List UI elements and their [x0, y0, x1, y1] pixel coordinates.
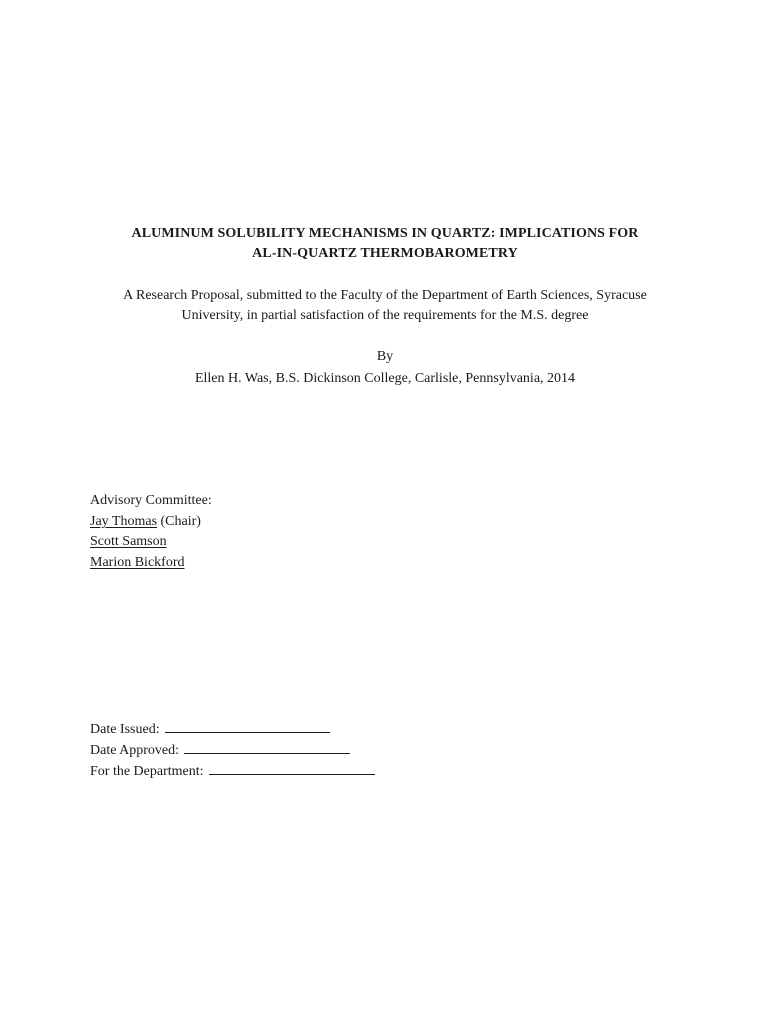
committee-member — [90, 534, 167, 550]
author-line: Ellen H. Was, B.S. Dickinson College, Carlisle, Pennsylvania, 2014 — [194, 371, 576, 386]
by-label: By — [376, 349, 394, 364]
committee-member-name: Jay Thomas — [90, 514, 158, 529]
committee-member-role: (Chair) — [157, 514, 201, 529]
title-line-2: AL-IN-QUARTZ THERMOBAROMETRY — [252, 246, 518, 261]
committee-member — [90, 514, 201, 530]
for-department-label: For the Department: — [90, 764, 204, 779]
date-approved-blank — [184, 740, 350, 754]
date-issued-label: Date Issued: — [90, 722, 160, 737]
subtitle-line-2: University, in partial satisfaction of the requirements for the M.S. degree — [181, 308, 589, 323]
committee-member-name: Marion Bickford — [90, 555, 185, 570]
date-issued-blank — [165, 719, 330, 733]
committee-member — [90, 555, 184, 571]
title-line-1: ALUMINUM SOLUBILITY MECHANISMS IN QUARTZ: IMPLICATIONS FOR — [131, 226, 639, 241]
for-department-field — [90, 761, 375, 780]
advisory-committee-label: Advisory Committee: — [90, 493, 212, 508]
date-issued-field — [90, 719, 330, 738]
date-approved-label: Date Approved: — [90, 743, 180, 758]
committee-member-name: Scott Samson — [90, 534, 167, 549]
subtitle-line-1: A Research Proposal, submitted to the Faculty of the Department of Earth Sciences, Syracuse — [123, 288, 647, 303]
date-approved-field — [90, 740, 350, 759]
for-department-blank — [209, 761, 375, 775]
